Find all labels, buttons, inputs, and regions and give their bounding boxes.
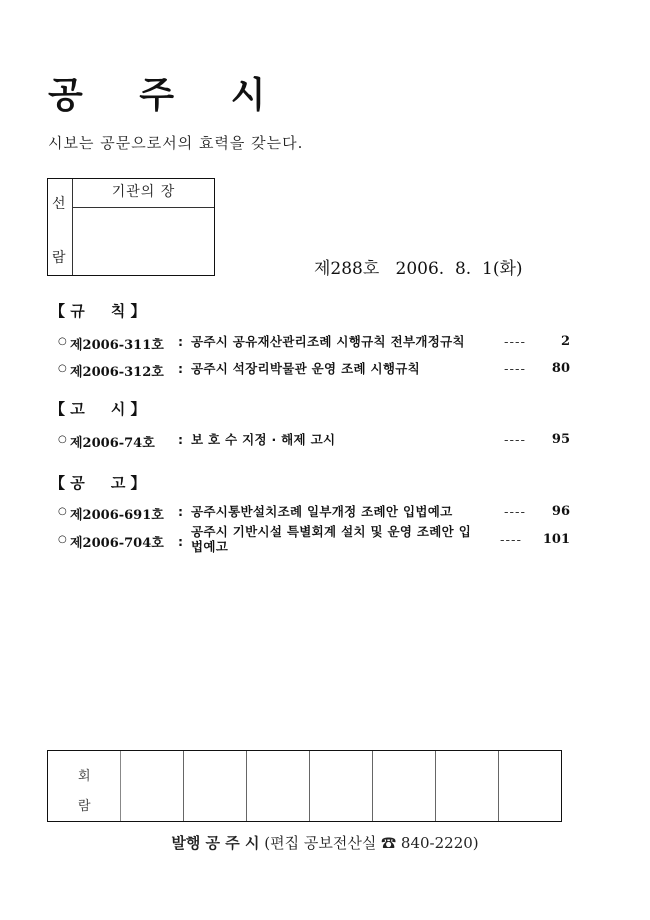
approval-head-label: 기관의 장 [73, 179, 214, 208]
table-of-contents-row[interactable] [58, 361, 578, 381]
approval-side-top: 선 [52, 196, 66, 212]
document-title: 공 주 시 [48, 75, 288, 116]
item-page: 96 [551, 504, 570, 519]
bullet-icon: ○ [58, 434, 67, 445]
issue-number: 제288호 [314, 259, 380, 279]
colon-separator: : [178, 504, 183, 519]
colon-separator: : [178, 432, 183, 447]
signature-cell [184, 751, 247, 821]
colon-separator: : [178, 534, 183, 549]
signature-cell [121, 751, 184, 821]
issue-date: 2006. 8. 1(화) [395, 259, 523, 279]
approval-side-bottom: 람 [52, 250, 66, 266]
item-page: 101 [542, 532, 570, 547]
leader-dash: ---- [504, 432, 527, 447]
phone-number: 840-2220) [400, 834, 479, 852]
item-page: 95 [551, 432, 570, 447]
section-title-notices: 【 고 시 】 [50, 400, 146, 418]
editor: (편집 공보전산실 [264, 834, 377, 852]
item-number: 제2006-691호 [70, 508, 164, 523]
issue-info [314, 254, 523, 279]
item-page: 80 [551, 361, 570, 376]
item-number: 제2006-311호 [70, 338, 164, 353]
circulation-label-top: 회 [78, 769, 91, 784]
leader-dash: ---- [504, 504, 527, 519]
item-description: 공주시통반설치조례 일부개정 조례안 입법예고 [191, 504, 453, 519]
leader-dash: ---- [504, 334, 527, 349]
bullet-icon: ○ [58, 534, 67, 545]
table-of-contents-row[interactable] [58, 524, 578, 561]
item-description: 공주시 공유재산관리조례 시행규칙 전부개정규칙 [191, 334, 465, 349]
item-number: 제2006-704호 [70, 536, 164, 551]
colon-separator: : [178, 361, 183, 376]
item-description: 보 호 수 지정 · 해제 고시 [191, 432, 336, 447]
colon-separator: : [178, 334, 183, 349]
leader-dash: ---- [500, 532, 523, 547]
item-number: 제2006-312호 [70, 365, 164, 380]
approval-box [47, 178, 215, 276]
signature-cell [247, 751, 310, 821]
signature-cell [373, 751, 436, 821]
publisher-footer [0, 832, 650, 853]
circulation-label-bottom: 람 [78, 799, 91, 814]
signature-cell [499, 751, 561, 821]
section-title-rules: 【 규 칙 】 [50, 302, 146, 320]
bullet-icon: ○ [58, 336, 67, 347]
table-of-contents-row[interactable] [58, 504, 578, 524]
table-of-contents-row[interactable] [58, 334, 578, 354]
item-description: 공주시 석장리박물관 운영 조례 시행규칙 [191, 361, 420, 376]
item-description: 공주시 기반시설 특별회계 설치 및 운영 조례안 입법예고 [191, 524, 472, 554]
section-title-announcements: 【 공 고 】 [50, 474, 146, 492]
item-page: 2 [560, 334, 570, 349]
leader-dash: ---- [504, 361, 527, 376]
publisher: 발행 공 주 시 [171, 834, 260, 852]
circulation-label [48, 751, 121, 821]
signature-cell [436, 751, 499, 821]
document-subtitle: 시보는 공문으로서의 효력을 갖는다. [48, 134, 304, 152]
circulation-box [47, 750, 562, 822]
item-number: 제2006-74호 [70, 436, 155, 451]
approval-side-label [48, 179, 73, 275]
bullet-icon: ○ [58, 363, 67, 374]
signature-cell [310, 751, 373, 821]
bullet-icon: ○ [58, 506, 67, 517]
phone-icon: ☎ [381, 834, 397, 852]
table-of-contents-row[interactable] [58, 432, 578, 452]
